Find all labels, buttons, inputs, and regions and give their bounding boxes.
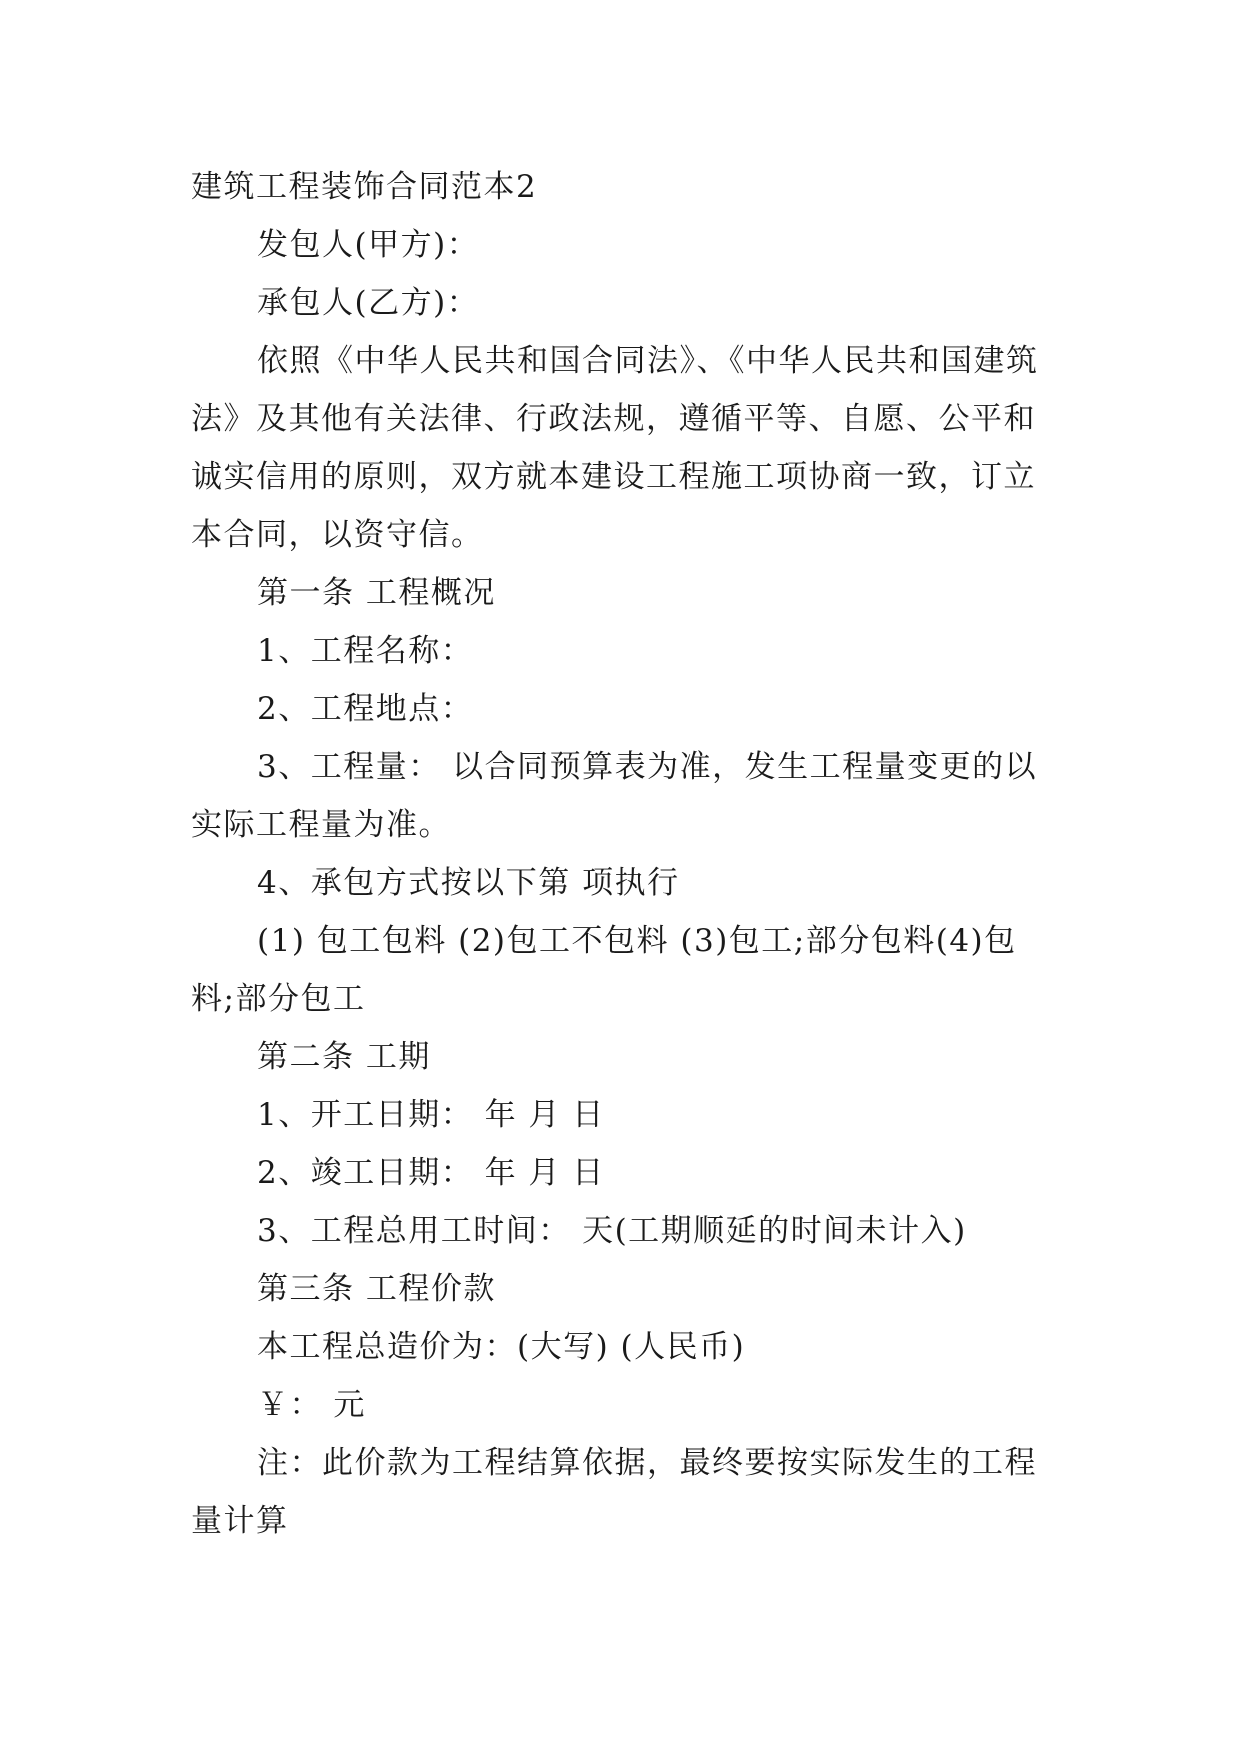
- contract-method-line: 4、承包方式按以下第 项执行: [257, 865, 680, 901]
- project-quantity-line: 实际工程量为准。: [191, 807, 451, 843]
- note-line: 注：此价款为工程结算依据，最终要按实际发生的工程: [257, 1445, 1037, 1481]
- document-page: [191, 158, 1053, 1550]
- preamble-line: 本合同，以资守信。: [191, 517, 484, 553]
- project-location-line: 2、工程地点：: [257, 691, 474, 727]
- completion-date-line: 2、竣工日期： 年 月 日: [257, 1155, 605, 1191]
- preamble-line: 法》及其他有关法律、行政法规，遵循平等、自愿、公平和: [191, 401, 1036, 437]
- document-title: 建筑工程装饰合同范本2: [191, 169, 538, 205]
- total-price-line: 本工程总造价为：(大写) (人民币): [257, 1329, 746, 1365]
- party-a-line: 发包人(甲方)：: [257, 227, 480, 263]
- preamble-line: 依照《中华人民共和国合同法》、《中华人民共和国建筑: [257, 343, 1039, 379]
- note-line: 量计算: [191, 1503, 289, 1539]
- start-date-line: 1、开工日期： 年 月 日: [257, 1097, 605, 1133]
- article-1-heading: 第一条 工程概况: [257, 575, 496, 611]
- contract-options-line: (1) 包工包料 (2)包工不包料 (3)包工;部分包料(4)包: [257, 923, 1017, 959]
- project-name-line: 1、工程名称：: [257, 633, 474, 669]
- article-2-heading: 第二条 工期: [257, 1039, 431, 1075]
- contract-options-line: 料;部分包工: [191, 981, 366, 1017]
- total-duration-line: 3、工程总用工时间： 天(工期顺延的时间未计入): [257, 1213, 967, 1249]
- article-3-heading: 第三条 工程价款: [257, 1271, 496, 1307]
- party-b-line: 承包人(乙方)：: [257, 285, 480, 321]
- price-amount-line: ￥： 元: [257, 1387, 366, 1423]
- preamble-line: 诚实信用的原则，双方就本建设工程施工项协商一致，订立: [191, 459, 1036, 495]
- project-quantity-line: 3、工程量： 以合同预算表为准，发生工程量变更的以: [257, 749, 1038, 785]
